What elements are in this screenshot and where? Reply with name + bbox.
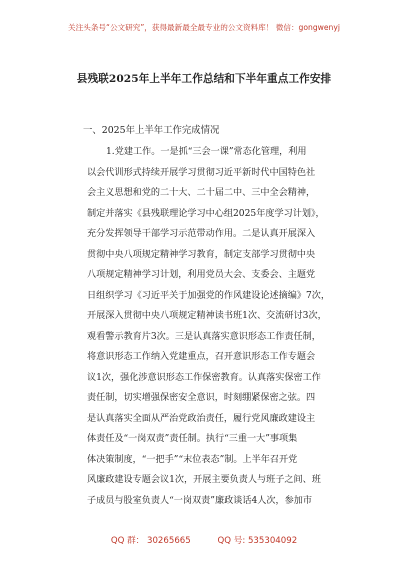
paragraph-line: 日组织学习《习近平关于加强党的作风建设论述摘编》7次， <box>87 290 331 301</box>
top-banner: 关注头条号“公文研究”，获得最新最全最专业的公文资料库！ 微信：gongwenyj <box>68 23 340 32</box>
document-title: 县残联2025年上半年工作总结和下半年重点工作安排 <box>76 73 332 85</box>
footer-contact <box>0 534 408 546</box>
paragraph-line: 体责任及“一岗双责”责任制。执行“三重一大”事项集 <box>87 434 298 444</box>
paragraph-line: 议1次，强化涉意识形态工作保密教育。认真落实保密工作 <box>87 372 321 383</box>
paragraph-line: 贯彻中央八项规定精神学习教育，制定支部学习贯彻中央 <box>87 249 316 260</box>
section-heading: 一、2025年上半年工作完成情况 <box>83 125 220 136</box>
paragraph-line: 以会代训形式持续开展学习贯彻习近平新时代中国特色社 <box>87 167 316 178</box>
paragraph-line: 观看警示教育片3次。三是认真落实意识形态工作责任制， <box>87 331 321 342</box>
footer-qq-group: QQ 群： 30265665 <box>110 536 191 546</box>
paragraph-line: 会主义思想和党的二十大、二十届二中、三中全会精神， <box>87 188 316 198</box>
paragraph-line: 将意识形态工作纳入党建重点，召开意识形态工作专题会 <box>87 352 316 362</box>
paragraph-line: 是认真落实全面从严治党政治责任，履行党风廉政建设主 <box>87 413 316 424</box>
paragraph-line: 制定并落实《县残联理论学习中心组2025年度学习计划》， <box>87 208 325 219</box>
paragraph-line: 开展深入贯彻中央八项规定精神读书班1次、交流研讨3次， <box>87 311 327 321</box>
paragraph-line: 责任制，切实增强保密安全意识，时刻绷紧保密之弦。四 <box>87 393 316 403</box>
paragraph-line: 充分发挥领导干部学习示范带动作用。二是认真开展深入 <box>87 229 316 239</box>
paragraph-line: 子成员与股室负责人“一岗双责”廉政谈话4人次，参加市 <box>87 495 313 506</box>
footer-qq-number: QQ 号: 535304092 <box>217 536 298 546</box>
paragraph-line: 体决策制度，“一把手”“末位表态”制。上半年召开党 <box>87 454 298 465</box>
paragraph-line: 八项规定精神学习计划，利用党员大会、支委会、主题党 <box>87 270 316 280</box>
paragraph-line: 1.党建工作。一是抓“三会一课”常态化管理，利用 <box>106 147 307 157</box>
paragraph-line: 风廉政建设专题会议1次，开展主要负责人与班子之间、班 <box>87 475 321 485</box>
